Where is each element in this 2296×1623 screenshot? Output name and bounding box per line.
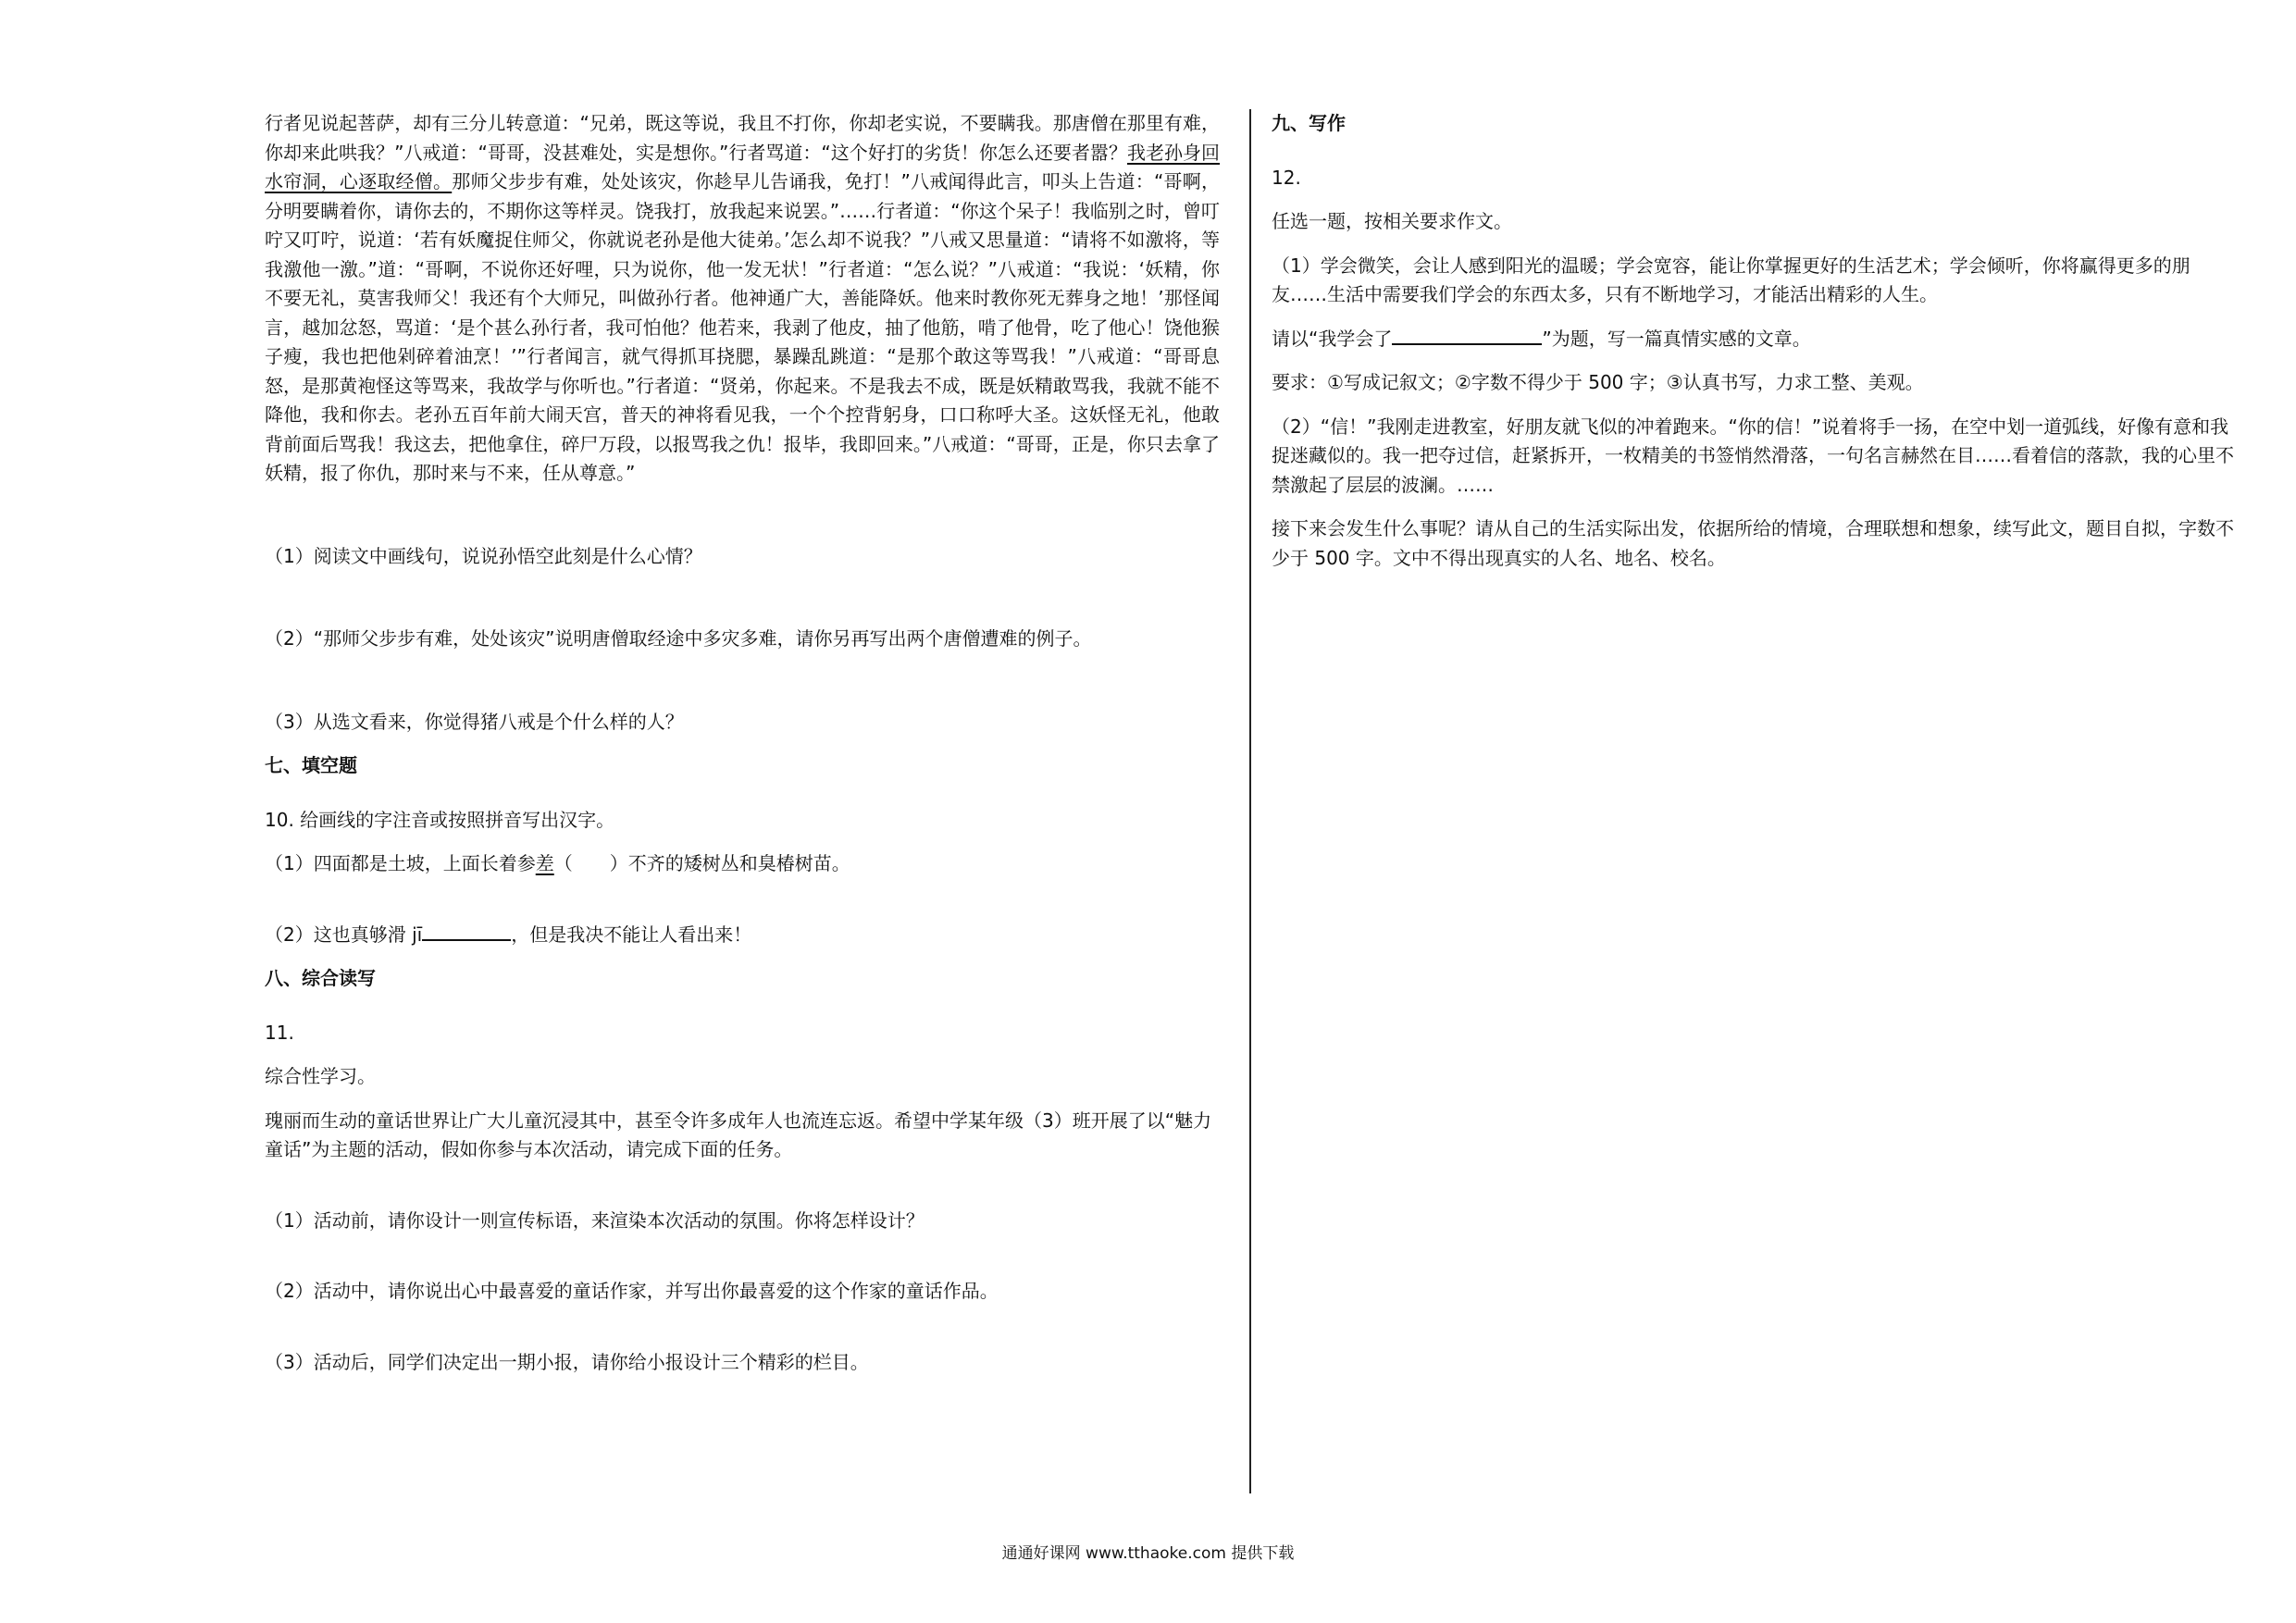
writing-requirements: 要求：①写成记叙文；②字数不得少于 500 字；③认真书写，力求工整、美观。 (1272, 371, 1924, 393)
question-9-2: （2）“那师父步步有难，处处该灾”说明唐僧取经途中多灾多难，请你另再写出两个唐僧遭难的例子。 (265, 627, 1092, 650)
section-7-heading: 七、填空题 (265, 754, 357, 776)
question-11-2: （2）活动中，请你说出心中最喜爱的童话作家，并写出你最喜爱的这个作家的童话作品。 (265, 1280, 999, 1302)
reading-passage (265, 109, 1220, 489)
question-10-title: 10. 给画线的字注音或按照拼音写出汉字。 (265, 808, 615, 831)
right-column (1272, 109, 2245, 573)
question-11-1: （1）活动前，请你设计一则宣传标语，来渲染本次活动的氛围。你将怎样设计？ (265, 1208, 925, 1232)
passage-part1: 行者见说起菩萨，却有三分儿转意道：“兄弟，既这等说，我且不打你，你却老实说，不要瞒我。那唐僧在那里有难，你却来此哄我？”八戒道：“哥哥，没甚难处，实是想你。”行者骂道：“这个好打的劣货！你怎么还要者嚣？ (265, 112, 1220, 164)
title-blank[interactable] (1392, 327, 1542, 345)
writing-prompt-1: （1）学会微笑，会让人感到阳光的温暖；学会宽容，能让你掌握更好的生活艺术；学会倾听，你将赢得更多的朋友……生活中需要我们学会的东西太多，只有不断地学习，才能活出精彩的人生。 (1272, 254, 2191, 305)
underlined-sentence: 我老孙身回水帘洞，心逐取经僧。 (265, 141, 1220, 192)
writing-title-line: 请以“我学会了 ”为题，写一篇真情实感的文章。 (1272, 327, 1811, 350)
section-9-heading: 九、写作 (1272, 112, 1346, 134)
question-11-number: 11. (265, 1021, 294, 1044)
page-footer: 通通好课网 www.tthaoke.com 提供下载 (1001, 1544, 1295, 1563)
answer-blank[interactable] (422, 923, 511, 941)
question-9-3: （3）从选文看来，你觉得猪八戒是个什么样的人？ (265, 710, 684, 733)
writing-prompt-2: （2）“信！”我刚走进教室，好朋友就飞似的冲着跑来。“你的信！”说着将手一扬，在空中划一道弧线，好像有意和我捉迷藏似的。我一把夺过信，赶紧拆开，一枚精美的书签悄然滑落，一句名言赫然在目……看着信的落款，我的心里不禁激起了层层的波澜。…… (1272, 415, 2234, 496)
question-11-intro: 瑰丽而生动的童话世界让广大儿童沉浸其中，甚至令许多成年人也流连忘返。希望中学某年级（3）班开展了以“魅力童话”为主题的活动，假如你参与本次活动，请完成下面的任务。 (265, 1109, 1212, 1160)
question-10-2: （2）这也真够滑 jī ，但是我决不能让人看出来！ (265, 923, 752, 946)
passage-part2: 那师父步步有难，处处该灾，你趁早儿告诵我，免打！”八戒闻得此言，叩头上告道：“哥啊，分明要瞒着你，请你去的，不期你这等样灵。饶我打，放我起来说罢。”……行者道：“你这个呆子！我临别之时，曾叮咛又叮咛，说道：‘若有妖魔捉住师父，你就说老孙是他大徒弟。’怎么却不说我？”八戒又思量道：“请将不如激将，等我激他一激。”道：“哥啊，不说你还好哩，只为说你，他一发无状！”行者道：“怎么说？”八戒道：“我说：‘妖精，你不要无礼，莫害我师父！我还有个大师兄，叫做孙行者。他神通广大，善能降妖。他来时教你死无葬身之地！’那怪闻言，越加忿怒，骂道：‘是个甚么孙行者，我可怕他？他若来，我剥了他皮，抽了他筋，啃了他骨，吃了他心！饶他猴子瘦，我也把他剁碎着油烹！’”行者闻言，就气得抓耳挠腮，暴躁乱跳道：“是那个敢这等骂我！”八戒道：“哥哥息怒，是那黄袍怪这等骂来，我故学与你听也。”行者道：“贤弟，你起来。不是我去不成，既是妖精敢骂我，我就不能不降他，我和你去。老孙五百年前大闹天宫，普天的神将看见我，一个个控背躬身，口口称呼大圣。这妖怪无礼，他敢背前面后骂我！我这去，把他拿住，碎尸万段，以报骂我之仇！报毕，我即回来。”八戒道：“哥哥，正是，你只去拿了妖精，报了你仇，那时来与不来，任从尊意。” (265, 170, 1220, 484)
question-12-number: 12. (1272, 166, 1301, 189)
question-11-title: 综合性学习。 (265, 1065, 376, 1087)
question-9-1: （1）阅读文中画线句，说说孙悟空此刻是什么心情？ (265, 544, 702, 567)
left-column (265, 109, 1220, 1377)
writing-continuation: 接下来会发生什么事呢？请从自己的生活实际出发，依据所给的情境，合理联想和想象，续写此文，题目自拟，字数不少于 500 字。文中不得出现真实的人名、地名、校名。 (1272, 517, 2234, 569)
section-8-heading: 八、综合读写 (265, 967, 376, 989)
underlined-char: 差 (535, 852, 554, 874)
question-10-1: （1）四面都是土坡，上面长着参差（ ）不齐的矮树丛和臭椿树苗。 (265, 852, 850, 874)
column-divider (1249, 109, 1251, 1493)
passage-text (265, 109, 1220, 489)
question-12-instruction: 任选一题，按相关要求作文。 (1272, 210, 1512, 232)
question-11-3: （3）活动后，同学们决定出一期小报，请你给小报设计三个精彩的栏目。 (265, 1350, 869, 1373)
